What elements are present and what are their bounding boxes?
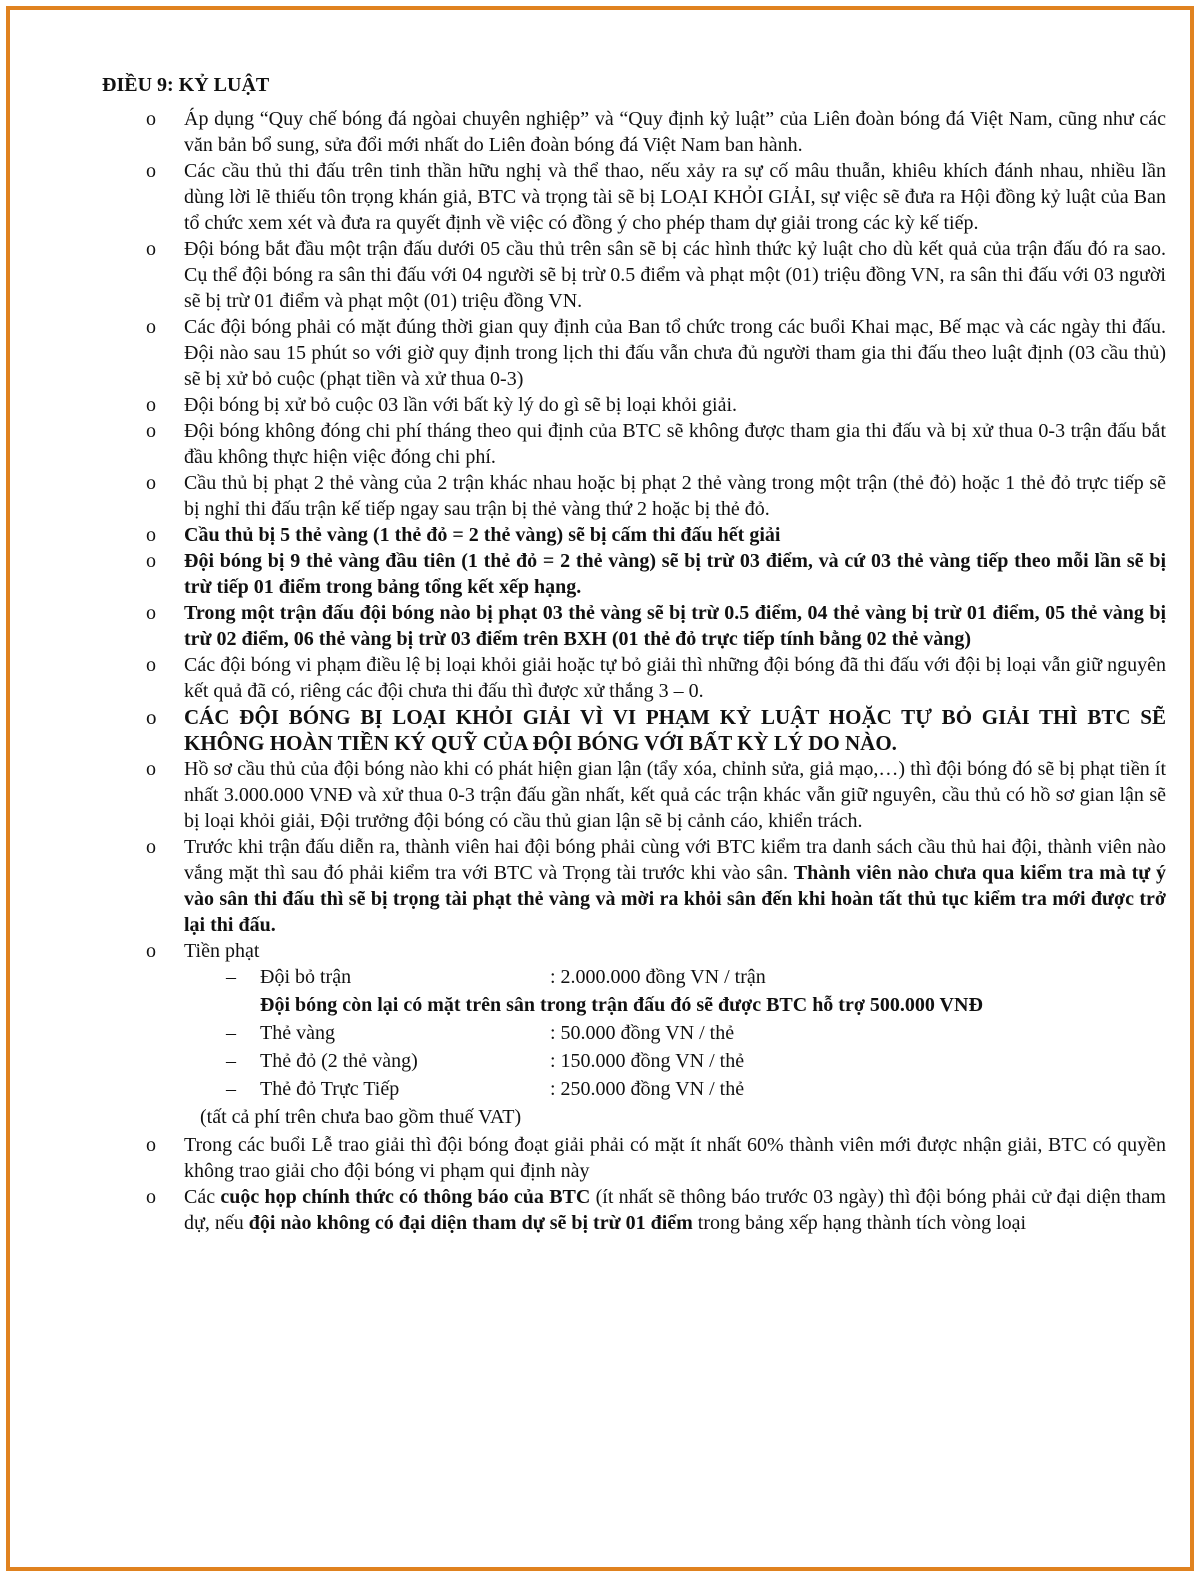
fines-heading: o Tiền phạt (184, 940, 260, 962)
dash-bullet: – (226, 1078, 236, 1100)
article-title: ĐIỀU 9: KỶ LUẬT (102, 74, 270, 96)
fine-row-red-two-yellow (184, 1048, 1166, 1076)
fine-row-red-direct (184, 1076, 1166, 1104)
dash-bullet: – (226, 1050, 236, 1072)
rule-item: o Trước khi trận đấu diễn ra, thành viên hai đội bóng phải cùng với BTC kiểm tra danh sách cầu thủ hai đội, thành viên nào vắng mặt thì sau đó phải kiểm tra với BTC và Trọng tài trước khi vào sân. Thành viên nào chưa qua kiểm tra mà tự ý vào sân thi đấu thì sẽ bị trọng tài phạt thẻ vàng và mời ra khỏi sân đến khi hoàn tất thủ tục kiểm tra mới được trở lại thi đấu. (184, 834, 1166, 938)
fine-label: Thẻ vàng (260, 1022, 335, 1044)
rule-item-bold: o Cầu thủ bị 5 thẻ vàng (1 thẻ đỏ = 2 thẻ vàng) sẽ bị cấm thi đấu hết giải (184, 522, 1166, 548)
rule-item-uppercase: o CÁC ĐỘI BÓNG BỊ LOẠI KHỎI GIẢI VÌ VI PHẠM KỶ LUẬT HOẶC TỰ BỎ GIẢI THÌ BTC SẼ KHÔNG HOÀN TIỀN KÝ QUỸ CỦA ĐỘI BÓNG VỚI BẤT KỲ LÝ DO NÀO. (184, 704, 1166, 756)
rule-bold-part: cuộc họp chính thức có thông báo của BTC (220, 1186, 591, 1208)
rule-item: o Các đội bóng phải có mặt đúng thời gian quy định của Ban tổ chức trong các buổi Khai mạc, Bế mạc và các ngày thi đấu. Đội nào sau 15 phút so với giờ quy định trong lịch thi đấu vẫn chưa đủ người tham gia thi đấu theo luật định (03 cầu thủ) sẽ bị xử bỏ cuộc (phạt tiền và xử thua 0-3) (184, 314, 1166, 392)
rule-item-bold: o Trong một trận đấu đội bóng nào bị phạt 03 thẻ vàng sẽ bị trừ 0.5 điểm, 04 thẻ vàng bị trừ 01 điểm, 05 thẻ vàng bị trừ 02 điểm, 06 thẻ vàng bị trừ 03 điểm trên BXH (01 thẻ đỏ trực tiếp tính bằng 02 thẻ vàng) (184, 600, 1166, 652)
rule-item: o Các cuộc họp chính thức có thông báo của BTC (ít nhất sẽ thông báo trước 03 ngày) thì đội bóng phải cử đại diện tham dự, nếu đội nào không có đại diện tham dự sẽ bị trừ 01 điểm trong bảng xếp hạng thành tích vòng loại (184, 1184, 1166, 1236)
fine-row-forfeit (184, 964, 1166, 992)
fine-value: : 2.000.000 đồng VN / trận (550, 966, 766, 988)
dash-bullet: – (226, 1022, 236, 1044)
vat-note: (tất cả phí trên chưa bao gồm thuế VAT) (200, 1106, 522, 1128)
rule-item-bold: o Đội bóng bị 9 thẻ vàng đầu tiên (1 thẻ đỏ = 2 thẻ vàng) sẽ bị trừ 03 điểm, và cứ 03 thẻ vàng tiếp theo mỗi lần sẽ bị trừ tiếp 01 điểm trong bảng tổng kết xếp hạng. (184, 548, 1166, 600)
fine-label: Thẻ đỏ Trực Tiếp (260, 1078, 400, 1100)
fine-label: Đội bỏ trận (260, 966, 352, 988)
rule-bold-part: Thành viên nào chưa qua kiểm tra mà tự ý vào sân thi đấu thì sẽ bị trọng tài phạt thẻ vàng và mời ra khỏi sân đến khi hoàn tất thủ tục kiểm tra mới được trở lại thi đấu. (184, 862, 1166, 936)
fine-value: : 150.000 đồng VN / thẻ (550, 1050, 745, 1072)
rule-item-fines (184, 938, 1166, 1132)
rule-item: o Đội bóng không đóng chi phí tháng theo qui định của BTC sẽ không được tham gia thi đấu và bị xử thua 0-3 trận đấu bắt đầu không thực hiện việc đóng chi phí. (184, 418, 1166, 470)
rule-item: o Các cầu thủ thi đấu trên tinh thần hữu nghị và thể thao, nếu xảy ra sự cố mâu thuẫn, khiêu khích đánh nhau, nhiều lần dùng lời lẽ thiếu tôn trọng khán giả, BTC và trọng tài sẽ bị LOẠI KHỎI GIẢI, sự việc sẽ đưa ra Hội đồng kỷ luật của Ban tổ chức xem xét và đưa ra quyết định về việc có đồng ý cho phép tham dự giải trong các kỳ kế tiếp. (184, 158, 1166, 236)
fine-label: Thẻ đỏ (2 thẻ vàng) (260, 1050, 418, 1072)
rule-item: o Trong các buổi Lễ trao giải thì đội bóng đoạt giải phải có mặt ít nhất 60% thành viên mới được nhận giải, BTC có quyền không trao giải cho đội bóng vi phạm qui định này (184, 1132, 1166, 1184)
rule-item: o Cầu thủ bị phạt 2 thẻ vàng của 2 trận khác nhau hoặc bị phạt 2 thẻ vàng trong một trận (thẻ đỏ) hoặc 1 thẻ đỏ trực tiếp sẽ bị nghỉ thi đấu trận kế tiếp ngay sau trận bị thẻ vàng thứ 2 hoặc bị thẻ đỏ. (184, 470, 1166, 522)
dash-bullet: – (226, 966, 236, 988)
fine-row-yellow (184, 1020, 1166, 1048)
rules-list (184, 106, 1166, 1236)
document-page (6, 6, 1194, 1571)
rule-item: o Đội bóng bị xử bỏ cuộc 03 lần với bất kỳ lý do gì sẽ bị loại khỏi giải. (184, 392, 1166, 418)
fine-value: : 50.000 đồng VN / thẻ (550, 1022, 735, 1044)
rule-item: o Đội bóng bắt đầu một trận đấu dưới 05 cầu thủ trên sân sẽ bị các hình thức kỷ luật cho dù kết quả của trận đấu đó ra sao. Cụ thể đội bóng ra sân thi đấu với 04 người sẽ bị trừ 0.5 điểm và phạt một (01) triệu đồng VN, ra sân thi đấu với 03 người sẽ bị trừ 01 điểm và phạt một (01) triệu đồng VN. (184, 236, 1166, 314)
rule-bold-part: đội nào không có đại diện tham dự sẽ bị trừ 01 điểm (248, 1212, 693, 1234)
rule-item: o Áp dụng “Quy chế bóng đá ngòai chuyên nghiệp” và “Quy định kỷ luật” của Liên đoàn bóng đá Việt Nam, cũng như các văn bản bổ sung, sửa đổi mới nhất do Liên đoàn bóng đá Việt Nam ban hành. (184, 106, 1166, 158)
rule-item: o Các đội bóng vi phạm điều lệ bị loại khỏi giải hoặc tự bỏ giải thì những đội bóng đã thi đấu với đội bị loại vẫn giữ nguyên kết quả đã có, riêng các đội chưa thi đấu thì được xử thắng 3 – 0. (184, 652, 1166, 704)
rule-item: o Hồ sơ cầu thủ của đội bóng nào khi có phát hiện gian lận (tẩy xóa, chỉnh sửa, giả mạo,…) thì đội bóng đó sẽ bị phạt tiền ít nhất 3.000.000 VNĐ và xử thua 0-3 trận đấu gần nhất, kết quả các trận khác vẫn giữ nguyên, cầu thủ có hồ sơ gian lận sẽ bị loại khỏi giải, Đội trưởng đội bóng có cầu thủ gian lận sẽ bị cảnh cáo, khiển trách. (184, 756, 1166, 834)
support-note: Đội bóng còn lại có mặt trên sân trong trận đấu đó sẽ được BTC hỗ trợ 500.000 VNĐ (260, 994, 983, 1016)
fine-value: : 250.000 đồng VN / thẻ (550, 1078, 745, 1100)
